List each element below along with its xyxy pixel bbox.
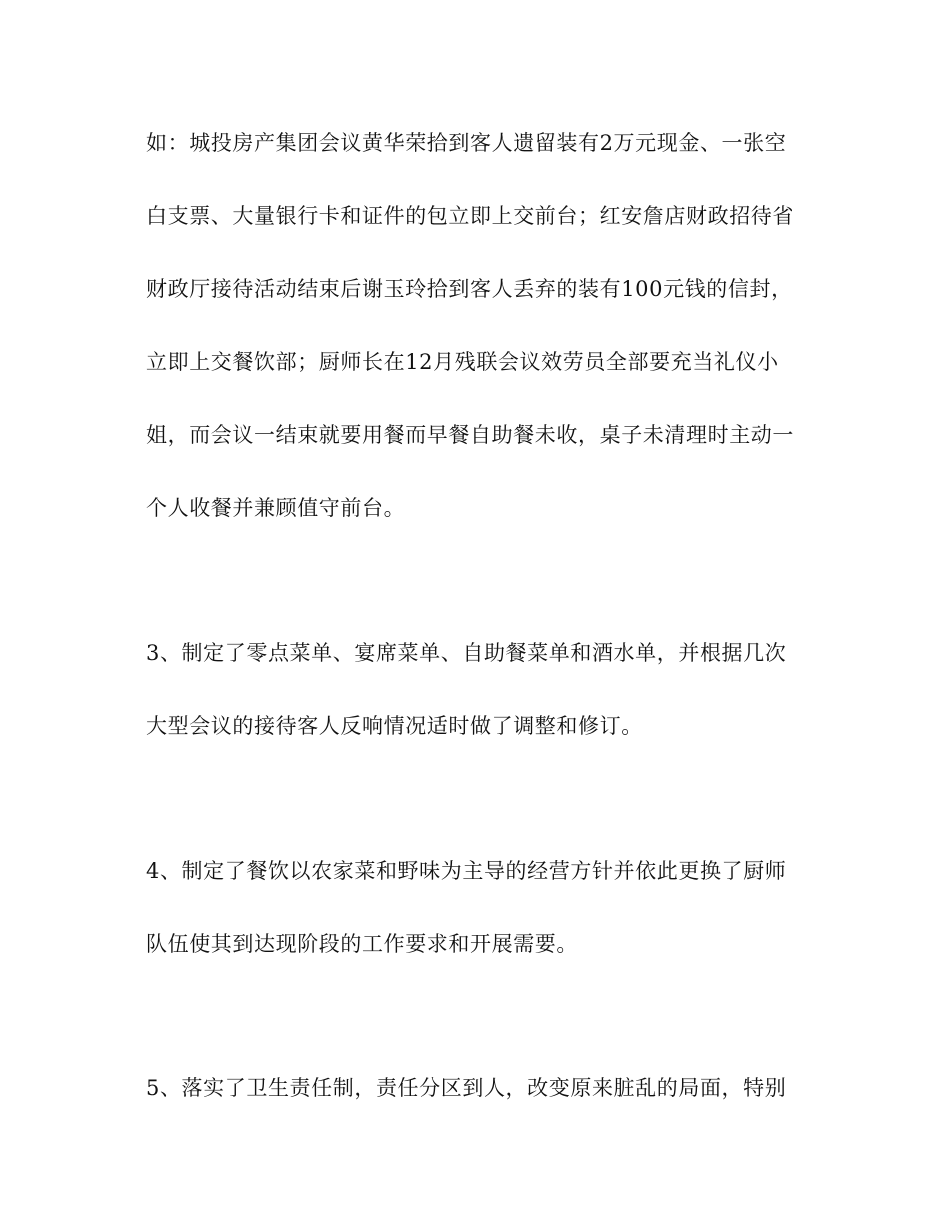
paragraph-line: 白支票、大量银行卡和证件的包立即上交前台；红安詹店财政招待省 (146, 204, 794, 228)
paragraph-line: 财政厅接待活动结束后谢玉玲拾到客人丢弃的装有100元钱的信封， (146, 277, 793, 301)
list-item-3-line: 3、制定了零点菜单、宴席菜单、自助餐菜单和酒水单，并根据几次 (146, 641, 787, 665)
paragraph-line: 个人收餐并兼顾值守前台。 (146, 496, 406, 520)
list-item-3-line: 大型会议的接待客人反响情况适时做了调整和修订。 (146, 714, 643, 738)
paragraph-line: 姐，而会议一结束就要用餐而早餐自助餐未收，桌子未清理时主动一 (146, 423, 794, 447)
list-item-4-line: 队伍使其到达现阶段的工作要求和开展需要。 (146, 932, 578, 956)
paragraph-line: 如：城投房产集团会议黄华荣拾到客人遗留装有2万元现金、一张空 (146, 131, 787, 155)
list-item-5-line: 5、落实了卫生责任制，责任分区到人，改变原来脏乱的局面，特别 (146, 1076, 787, 1100)
list-item-4-line: 4、制定了餐饮以农家菜和野味为主导的经营方针并依此更换了厨师 (146, 859, 787, 883)
paragraph-line: 立即上交餐饮部；厨师长在12月残联会议效劳员全部要充当礼仪小 (146, 350, 779, 374)
